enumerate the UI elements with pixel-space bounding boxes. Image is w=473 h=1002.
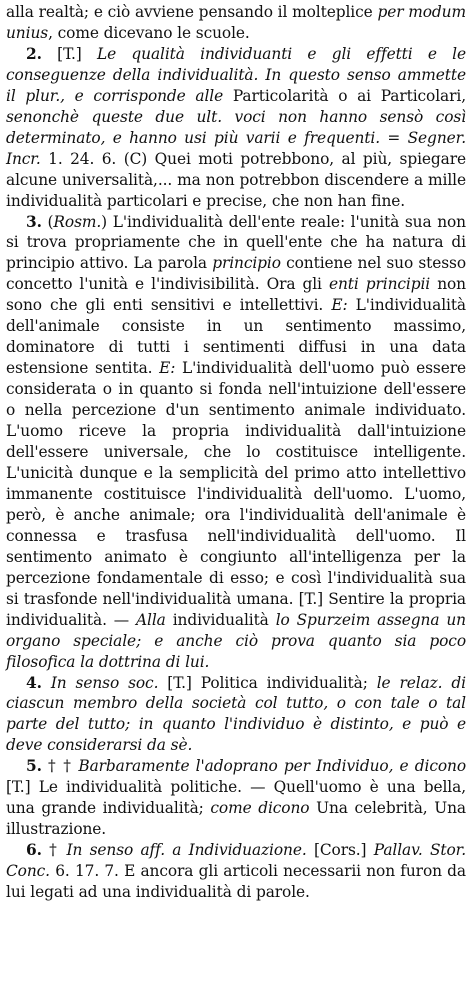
text-run: In senso soc. xyxy=(50,673,159,692)
text-run: , come dicevano le scuole. xyxy=(48,23,250,42)
text-run: 3. xyxy=(26,212,42,231)
text-run: [Cors.] xyxy=(306,841,374,860)
text-run: 5. xyxy=(26,757,42,776)
text-run: = xyxy=(380,128,408,147)
text-run: [T.] xyxy=(41,44,97,63)
text-run: per modum unius xyxy=(6,3,466,42)
text-run: enti principii xyxy=(328,275,431,294)
text-run: In senso aff. a Individuazione. xyxy=(66,841,307,860)
text-run: alla realtà; e ciò avviene pensando il molteplice xyxy=(6,3,378,21)
entry-continuation xyxy=(6,2,466,44)
text-run: 6. 17. 7. E ancora gli articoli necessarii non furon da lui legati ad una individualità di parole. xyxy=(6,862,466,902)
text-run: [T.] Le individualità politiche. — Quell'uomo è una bella, una grande individualità; xyxy=(6,778,466,818)
text-run: Rosm. xyxy=(53,212,102,231)
text-run: † xyxy=(41,841,67,860)
text-run: individualità xyxy=(165,610,276,629)
text-run: 4. xyxy=(26,673,42,692)
text-run: le relaz. di ciascun membro della società col tutto, o con tale o tal parte del tutto; in quanto l'individuo è distinto, e può e deve considerarsi da sè. xyxy=(6,673,466,755)
text-run: L'individualità dell'animale consiste in un sentimento massimo, dominatore di tutti i sentimenti diffusi in una data estensione sentita. xyxy=(6,296,466,378)
definition-2 xyxy=(6,44,466,212)
text-run: Una celebrità, Una illustrazione. xyxy=(6,799,466,839)
text-run: lo Spurzeim assegna un organo speciale; e anche ciò prova quanto sia poco filosofica la dottrina di lui. xyxy=(6,610,466,671)
text-run: Particolarità o ai Particolari, xyxy=(232,86,466,105)
text-run: ( xyxy=(41,212,54,231)
text-run: principio xyxy=(212,254,281,273)
text-run: Pallav. Stor. Conc. xyxy=(6,841,467,881)
text-run: 1. 24. 6. (C) Quei moti potrebbono, al più, spiegare alcune universalità,... ma non potrebbon discendere a mille individualità particolari e precise, che non han fine. xyxy=(6,149,466,210)
text-run: 6. xyxy=(26,841,42,860)
text-run: contiene nel suo stesso concetto l'unità e l'indivisibilità. Ora gli xyxy=(6,254,466,294)
text-run: [T.] Politica individualità; xyxy=(158,673,377,692)
text-run: Alla xyxy=(136,610,166,629)
text-run: Segner. Incr. xyxy=(6,128,466,168)
text-run: E: xyxy=(331,296,348,315)
text-run: L'individualità dell'uomo può essere considerata o in quanto si fonda nell'intuizione dell'essere o nella percezione d'un sentimento animale individuato. L'uomo riceve la propria individualità dall'intuizione dell'essere universale, che lo costituisce intelligente. L'unicità dunque e la semplicità del primo atto intellettivo immanente costituisce l'individualità dell'uomo. L'uomo, però, è anche animale; ora l'individualità dell'animale è connessa e trasfusa nell'individualità dell'uomo. Il sentimento animato è congiunto all'intelligenza per la percezione fondamentale di esso; e così l'individualità sua si trasfonde nell'individualità umana. [T.] Sentire la propria individualità. — xyxy=(6,359,466,629)
definition-5 xyxy=(6,756,466,840)
definition-4 xyxy=(6,673,466,757)
text-run: 2. xyxy=(26,44,42,63)
text-run: Le qualità individuanti e gli effetti e le conseguenze della individualità. In questo senso ammette il plur., e corrisponde alle xyxy=(6,44,466,105)
text-run: non sono che gli enti sensitivi e intellettivi. xyxy=(6,275,466,315)
text-run: Barbaramente l'adoprano per Individuo, e dicono xyxy=(78,757,466,776)
text-run: senonchè queste due ult. voci non hanno sensò così determinato, e hanno usi più varii e frequenti. xyxy=(6,107,466,147)
definition-3 xyxy=(6,212,466,673)
definition-6 xyxy=(6,840,466,903)
text-run: ) L'individualità dell'ente reale: l'unità sua non si trova propriamente che in quell'ente che ha natura di principio attivo. La parola xyxy=(6,212,466,273)
text-run: come dicono xyxy=(210,799,310,818)
text-run xyxy=(42,674,51,692)
text-run: † † xyxy=(41,757,79,776)
text-run: E: xyxy=(159,359,176,378)
